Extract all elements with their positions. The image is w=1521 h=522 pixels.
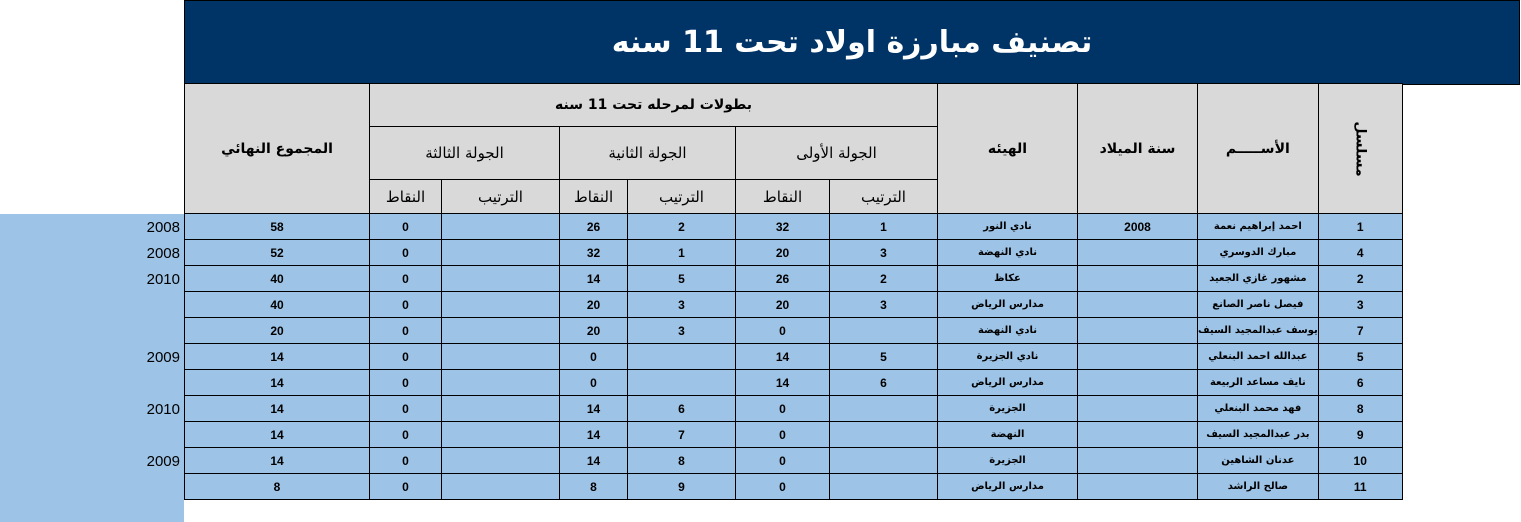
header-serial: مسلسل xyxy=(1318,84,1402,214)
side-year-label: 2010 xyxy=(146,401,180,418)
round1-points-cell[interactable]: 14 xyxy=(736,344,830,370)
serial-cell[interactable]: 4 xyxy=(1318,240,1402,266)
name-cell[interactable]: نايف مساعد الربيعة xyxy=(1198,370,1319,396)
round2-rank-cell[interactable]: 6 xyxy=(628,396,736,422)
entity-cell[interactable]: نادي النهضة xyxy=(938,318,1078,344)
serial-cell[interactable]: 6 xyxy=(1318,370,1402,396)
table-row xyxy=(185,344,1403,370)
round1-rank-cell[interactable] xyxy=(830,318,938,344)
side-year-label xyxy=(0,423,180,449)
entity-cell[interactable]: النهضة xyxy=(938,422,1078,448)
side-year-label: 2009 xyxy=(146,453,180,470)
header-birth-year: سنة الميلاد xyxy=(1078,84,1198,214)
header-round-1: الجولة الأولى xyxy=(736,127,938,180)
round1-rank-cell[interactable]: 3 xyxy=(830,240,938,266)
round1-rank-cell[interactable] xyxy=(830,474,938,500)
side-year-label xyxy=(0,475,180,501)
round2-rank-cell[interactable]: 5 xyxy=(628,266,736,292)
table-row xyxy=(185,292,1403,318)
header-r2-points: النقاط xyxy=(560,180,628,214)
round3-points-cell[interactable]: 0 xyxy=(370,344,442,370)
round2-rank-cell[interactable] xyxy=(628,344,736,370)
total-cell[interactable]: 40 xyxy=(185,266,370,292)
round3-points-cell[interactable]: 0 xyxy=(370,292,442,318)
serial-cell[interactable]: 8 xyxy=(1318,396,1402,422)
round3-rank-cell[interactable] xyxy=(442,292,560,318)
entity-cell[interactable]: مدارس الرياض xyxy=(938,292,1078,318)
round1-rank-cell[interactable]: 2 xyxy=(830,266,938,292)
round1-points-cell[interactable]: 0 xyxy=(736,422,830,448)
total-cell[interactable]: 14 xyxy=(185,422,370,448)
total-cell[interactable]: 8 xyxy=(185,474,370,500)
table-row xyxy=(185,318,1403,344)
round1-points-cell[interactable]: 0 xyxy=(736,318,830,344)
birth-year-cell[interactable] xyxy=(1078,344,1198,370)
round3-rank-cell[interactable] xyxy=(442,240,560,266)
entity-cell[interactable]: الجزيرة xyxy=(938,448,1078,474)
entity-cell[interactable]: نادي الجزيرة xyxy=(938,344,1078,370)
name-cell[interactable]: احمد إبراهيم نعمة xyxy=(1198,214,1319,240)
round3-points-cell[interactable]: 0 xyxy=(370,240,442,266)
birth-year-cell[interactable]: 2008 xyxy=(1078,214,1198,240)
round3-points-cell[interactable]: 0 xyxy=(370,214,442,240)
serial-cell[interactable]: 5 xyxy=(1318,344,1402,370)
name-cell[interactable]: صالح الراشد xyxy=(1198,474,1319,500)
round1-rank-cell[interactable] xyxy=(830,422,938,448)
side-year-label: 2010 xyxy=(146,271,180,288)
round2-rank-cell[interactable]: 7 xyxy=(628,422,736,448)
entity-cell[interactable]: نادي النور xyxy=(938,214,1078,240)
header-r1-rank: الترتيب xyxy=(830,180,938,214)
total-cell[interactable]: 14 xyxy=(185,396,370,422)
entity-cell[interactable]: مدارس الرياض xyxy=(938,474,1078,500)
serial-cell[interactable]: 11 xyxy=(1318,474,1402,500)
side-year-label: 2008 xyxy=(146,245,180,262)
total-cell[interactable]: 40 xyxy=(185,292,370,318)
spreadsheet xyxy=(184,0,1520,522)
name-cell[interactable]: عبدالله احمد البنعلي xyxy=(1198,344,1319,370)
round3-rank-cell[interactable] xyxy=(442,396,560,422)
header-r1-points: النقاط xyxy=(736,180,830,214)
round1-rank-cell[interactable] xyxy=(830,448,938,474)
header-r3-points: النقاط xyxy=(370,180,442,214)
round3-points-cell[interactable]: 0 xyxy=(370,422,442,448)
title-banner xyxy=(184,0,1520,85)
round2-points-cell[interactable]: 0 xyxy=(560,344,628,370)
round3-rank-cell[interactable] xyxy=(442,318,560,344)
side-year-label xyxy=(0,319,180,345)
round2-rank-cell[interactable]: 8 xyxy=(628,448,736,474)
header-r3-rank: الترتيب xyxy=(442,180,560,214)
table-row xyxy=(185,448,1403,474)
round2-points-cell[interactable]: 32 xyxy=(560,240,628,266)
round2-rank-cell[interactable]: 3 xyxy=(628,292,736,318)
round3-points-cell[interactable]: 0 xyxy=(370,448,442,474)
header-championship: بطولات لمرحله تحت 11 سنه xyxy=(370,84,938,127)
round3-points-cell[interactable]: 0 xyxy=(370,318,442,344)
serial-cell[interactable]: 7 xyxy=(1318,318,1402,344)
name-cell[interactable]: مبارك الدوسري xyxy=(1198,240,1319,266)
round1-points-cell[interactable]: 32 xyxy=(736,214,830,240)
round2-points-cell[interactable]: 26 xyxy=(560,214,628,240)
name-cell[interactable]: عدنان الشاهين xyxy=(1198,448,1319,474)
round3-rank-cell[interactable] xyxy=(442,448,560,474)
name-cell[interactable]: فيصل ناصر الصانع xyxy=(1198,292,1319,318)
entity-cell[interactable]: عكاظ xyxy=(938,266,1078,292)
header-round-3: الجولة الثالثة xyxy=(370,127,560,180)
total-cell[interactable]: 20 xyxy=(185,318,370,344)
side-year-label: 2008 xyxy=(146,219,180,236)
round1-points-cell[interactable]: 0 xyxy=(736,448,830,474)
round1-points-cell[interactable]: 0 xyxy=(736,396,830,422)
serial-cell[interactable]: 1 xyxy=(1318,214,1402,240)
table-row xyxy=(185,396,1403,422)
entity-cell[interactable]: الجزيرة xyxy=(938,396,1078,422)
entity-cell[interactable]: مدارس الرياض xyxy=(938,370,1078,396)
table-row xyxy=(185,474,1403,500)
total-cell[interactable]: 58 xyxy=(185,214,370,240)
round2-points-cell[interactable]: 8 xyxy=(560,474,628,500)
serial-cell[interactable]: 9 xyxy=(1318,422,1402,448)
header-round-2: الجولة الثانية xyxy=(560,127,736,180)
total-cell[interactable]: 14 xyxy=(185,370,370,396)
name-cell[interactable]: يوسف عبدالمجيد السيف xyxy=(1198,318,1319,344)
round2-points-cell[interactable]: 14 xyxy=(560,422,628,448)
header-total: المجموع النهائي xyxy=(185,84,370,214)
round1-points-cell[interactable]: 26 xyxy=(736,266,830,292)
name-cell[interactable]: فهد محمد البنعلي xyxy=(1198,396,1319,422)
side-year-label: 2009 xyxy=(146,349,180,366)
round3-rank-cell[interactable] xyxy=(442,370,560,396)
side-year-label xyxy=(0,293,180,319)
round1-rank-cell[interactable]: 3 xyxy=(830,292,938,318)
table-row xyxy=(185,422,1403,448)
birth-year-cell[interactable] xyxy=(1078,370,1198,396)
round2-points-cell[interactable]: 14 xyxy=(560,396,628,422)
total-cell[interactable]: 14 xyxy=(185,448,370,474)
birth-year-cell[interactable] xyxy=(1078,240,1198,266)
round1-rank-cell[interactable]: 5 xyxy=(830,344,938,370)
round2-points-cell[interactable]: 14 xyxy=(560,448,628,474)
header-name: الأســـــم xyxy=(1198,84,1319,214)
table-row xyxy=(185,370,1403,396)
serial-cell[interactable]: 2 xyxy=(1318,266,1402,292)
round2-rank-cell[interactable]: 9 xyxy=(628,474,736,500)
round1-points-cell[interactable]: 0 xyxy=(736,474,830,500)
birth-year-cell[interactable] xyxy=(1078,292,1198,318)
round1-points-cell[interactable]: 14 xyxy=(736,370,830,396)
round2-rank-cell[interactable] xyxy=(628,370,736,396)
header-entity: الهيئه xyxy=(938,84,1078,214)
round3-points-cell[interactable]: 0 xyxy=(370,370,442,396)
birth-year-cell[interactable] xyxy=(1078,318,1198,344)
total-cell[interactable]: 14 xyxy=(185,344,370,370)
birth-year-cell[interactable] xyxy=(1078,448,1198,474)
round3-rank-cell[interactable] xyxy=(442,474,560,500)
round3-rank-cell[interactable] xyxy=(442,422,560,448)
round1-rank-cell[interactable] xyxy=(830,396,938,422)
birth-year-cell[interactable] xyxy=(1078,422,1198,448)
table-row xyxy=(185,266,1403,292)
birth-year-cell[interactable] xyxy=(1078,474,1198,500)
table-row xyxy=(185,240,1403,266)
name-cell[interactable]: بدر عبدالمجيد السيف xyxy=(1198,422,1319,448)
total-cell[interactable]: 52 xyxy=(185,240,370,266)
side-year-label xyxy=(0,371,180,397)
round2-points-cell[interactable]: 0 xyxy=(560,370,628,396)
page-title: تصنيف مبارزة اولاد تحت 11 سنه xyxy=(611,25,1093,60)
round1-rank-cell[interactable]: 1 xyxy=(830,214,938,240)
serial-cell[interactable]: 10 xyxy=(1318,448,1402,474)
round2-points-cell[interactable]: 20 xyxy=(560,318,628,344)
ranking-table xyxy=(184,83,1403,500)
birth-year-cell[interactable] xyxy=(1078,266,1198,292)
header-r2-rank: الترتيب xyxy=(628,180,736,214)
round2-rank-cell[interactable]: 1 xyxy=(628,240,736,266)
round2-rank-cell[interactable]: 3 xyxy=(628,318,736,344)
round3-points-cell[interactable]: 0 xyxy=(370,266,442,292)
round3-points-cell[interactable]: 0 xyxy=(370,396,442,422)
round2-points-cell[interactable]: 20 xyxy=(560,292,628,318)
round1-points-cell[interactable]: 20 xyxy=(736,240,830,266)
table-row xyxy=(185,214,1403,240)
round3-rank-cell[interactable] xyxy=(442,344,560,370)
name-cell[interactable]: مشهور غازي الجعيد xyxy=(1198,266,1319,292)
entity-cell[interactable]: نادي النهضة xyxy=(938,240,1078,266)
round3-points-cell[interactable]: 0 xyxy=(370,474,442,500)
round2-rank-cell[interactable]: 2 xyxy=(628,214,736,240)
serial-cell[interactable]: 3 xyxy=(1318,292,1402,318)
round2-points-cell[interactable]: 14 xyxy=(560,266,628,292)
round3-rank-cell[interactable] xyxy=(442,266,560,292)
round1-points-cell[interactable]: 20 xyxy=(736,292,830,318)
round1-rank-cell[interactable]: 6 xyxy=(830,370,938,396)
round3-rank-cell[interactable] xyxy=(442,214,560,240)
birth-year-cell[interactable] xyxy=(1078,396,1198,422)
